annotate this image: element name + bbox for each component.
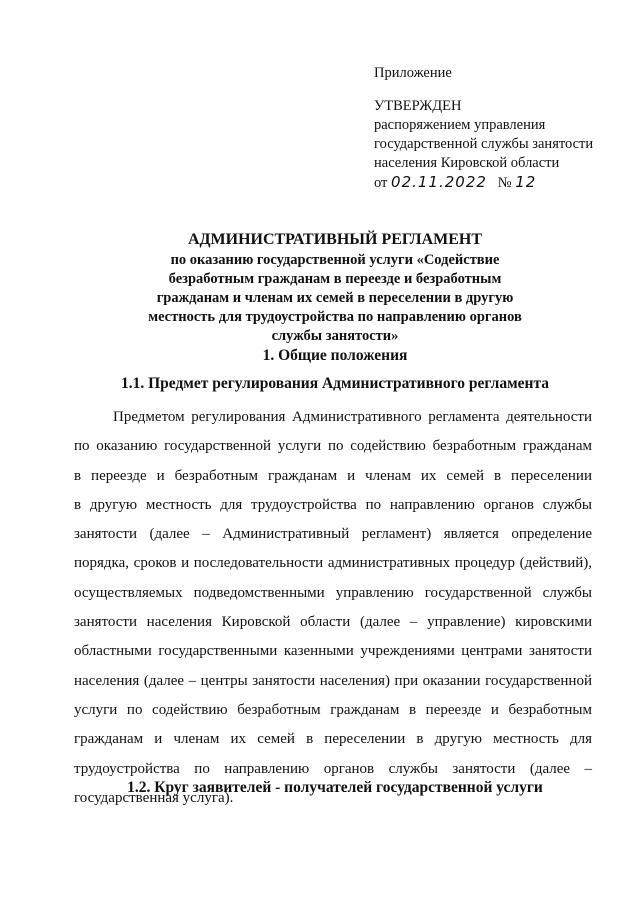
document-subtitle-line: местность для трудоустройства по направлению органов [148, 309, 522, 325]
paragraph-line: гражданам и членам их семей в переселении в другую местность для [74, 731, 592, 748]
handwritten-date: 02.11.2022 [391, 173, 487, 191]
number-prefix: № [497, 175, 512, 191]
document-title-block [100, 230, 570, 345]
approval-line: населения Кировской области [374, 155, 560, 171]
document-title: АДМИНИСТРАТИВНЫЙ РЕГЛАМЕНТ [187, 231, 483, 248]
section-heading-applicants: 1.2. Круг заявителей - получателей государственной услуги [127, 779, 543, 796]
body-paragraph [74, 403, 592, 813]
paragraph-line: в другую местность для трудоустройства по направлению органов службы [74, 496, 592, 513]
approval-line: государственной службы занятости [374, 136, 594, 152]
paragraph-line: трудоустройства по направлению органов службы занятости (далее – [74, 760, 592, 777]
appendix-label: Приложение [374, 65, 452, 81]
paragraph-line: государственная услуга). [74, 789, 234, 806]
paragraph-line: Предметом регулирования Административного регламента деятельности [113, 409, 592, 425]
document-subtitle-line: службы занятости» [271, 328, 399, 344]
date-prefix: от [374, 175, 388, 191]
handwritten-number: 12 [515, 173, 537, 191]
paragraph-line: населения (далее – центры занятости населения) при оказании государственной [74, 672, 592, 689]
document-subtitle-line: гражданам и членам их семей в переселении в другую [156, 290, 514, 306]
paragraph-line: областными государственными казенными учреждениями центрами занятости [74, 643, 592, 660]
paragraph-line: в переезде и безработным гражданам и членам их семей в переселении [74, 467, 592, 484]
paragraph-line: услуги по содействию безработным гражданам в переезде и безработным [74, 701, 592, 718]
document-subtitle-line: безработным гражданам в переезде и безработным [168, 271, 502, 287]
paragraph-line: занятости населения Кировской области (далее – управление) кировскими [74, 614, 592, 631]
section-heading-general: 1. Общие положения [262, 347, 408, 364]
approval-date-line [374, 173, 624, 193]
paragraph-line: по оказанию государственной услуги по содействию безработным гражданам [74, 438, 592, 455]
paragraph-line: осуществляемых подведомственными управлению государственной службы [74, 584, 592, 601]
document-subtitle-line: по оказанию государственной услуги «Содействие [170, 252, 500, 268]
paragraph-line: порядка, сроков и последовательности административных процедур (действий), [74, 555, 592, 572]
section-heading-subject: 1.1. Предмет регулирования Административного регламента [120, 375, 550, 392]
approved-label: УТВЕРЖДЕН [374, 98, 462, 114]
paragraph-line: занятости (далее – Административный регламент) является определение [74, 526, 592, 543]
approval-line: распоряжением управления [374, 117, 546, 133]
approval-stamp [374, 64, 624, 193]
